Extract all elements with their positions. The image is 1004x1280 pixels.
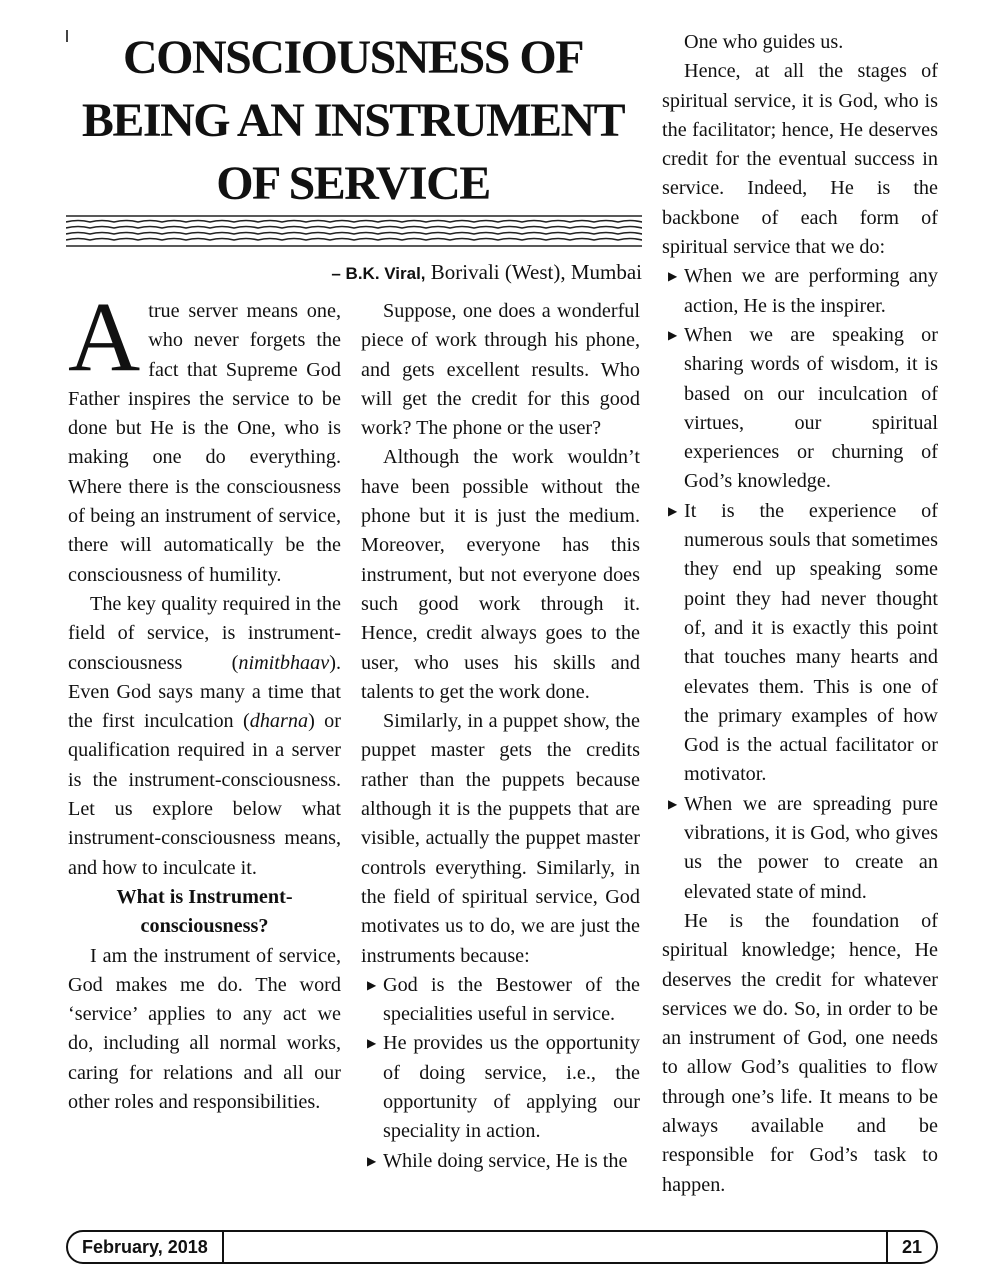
title-line-2: BEING AN INSTRUMENT xyxy=(81,94,625,147)
bullet-text: It is the experience of numerous souls that sometimes they end up speaking some point they had never thought of, and it is exactly this point that touches many hearts and elevates them. This is one of the primary examples of how God is the actual facilitator or motivator. xyxy=(684,499,938,786)
bullet-text: When we are speaking or sharing words of wisdom, it is based on our inculcation of virtues, our spiritual experiences or churning of God’s knowledge. xyxy=(684,323,938,493)
subheading: What is Instrument-consciousness? xyxy=(116,885,293,938)
byline xyxy=(66,259,642,287)
paragraph: He is the foundation of spiritual knowledge; hence, He deserves the credit for whatever services we do. So, in order to be an instrument of God, one needs to allow God’s qualities to flow through one’s life. It means to be always available and be responsible for God’s task to happen. xyxy=(662,909,938,1196)
paragraph: Although the work wouldn’t have been possible without the phone but it is just the medium. Moreover, everyone has this instrument, but not everyone does such good work through it. Hence, credit always goes to the user, who uses his skills and talents to get the work done. xyxy=(361,446,640,703)
bullet-arrow-icon: ▶ xyxy=(367,1153,377,1168)
paragraph: Similarly, in a puppet show, the puppet master gets the credits rather than the puppets because although it is the puppets that are visible, actually the puppet master controls everything. Similarly, in the field of spiritual service, God motivates us to do, we are just the instruments because: xyxy=(361,710,640,967)
bullet-arrow-icon: ▶ xyxy=(367,977,377,992)
bullet-arrow-icon: ▶ xyxy=(668,796,678,811)
column-2 xyxy=(361,297,640,1176)
bullet-item xyxy=(361,971,640,1030)
paragraph: Hence, at all the stages of spiritual service, it is God, who is the facilitator; hence, He deserves credit for the eventual success in service. Indeed, He is the backbone of each form of spiritual service that we do: xyxy=(662,60,938,259)
paragraph xyxy=(68,590,341,883)
column-1 xyxy=(68,281,341,1117)
bullet-arrow-icon: ▶ xyxy=(668,327,678,342)
bullet-item xyxy=(662,790,938,907)
paragraph: I am the instrument of service, God makes me do. The word ‘service’ applies to any act we do, including all normal works, caring for relations and all our other roles and responsibilities. xyxy=(68,944,341,1114)
title-line-1: CONSCIOUSNESS OF xyxy=(122,31,584,84)
paragraph-text: true server means one, who never forgets the fact that Supreme God Father inspires the service to be done but He is the One, who is making one do everything. Where there is the consciousness of being an instrument of service, there will automatically be the consciousness of humility. xyxy=(68,300,341,586)
author-location: Borivali (West), Mumbai xyxy=(425,260,642,284)
bullet-item xyxy=(361,1147,640,1176)
wave-line xyxy=(66,227,642,229)
bullet-text: When we are performing any action, He is the inspirer. xyxy=(684,265,938,317)
paragraph-text: The key quality required in the field of service, is instrument-consciousness ( xyxy=(68,592,341,674)
author-name: – B.K. Viral, xyxy=(331,264,426,283)
bullet-text: When we are spreading pure vibrations, it is God, who gives us the power to create an elevated state of mind. xyxy=(684,792,938,903)
title-line-3: OF SERVICE xyxy=(216,157,490,210)
bullet-text: He provides us the opportunity of doing service, i.e., the opportunity of applying our speciality in action. xyxy=(383,1032,640,1143)
bullet-arrow-icon: ▶ xyxy=(668,503,678,518)
bullet-text: God is the Bestower of the specialities useful in service. xyxy=(383,973,640,1026)
paragraph: One who guides us. xyxy=(684,31,844,53)
article-title xyxy=(62,26,644,215)
column-3 xyxy=(662,28,938,1200)
bullet-text: While doing service, He is the xyxy=(383,1149,628,1172)
paragraph xyxy=(68,281,341,590)
paragraph-text: ) or qualification required in a server is the instrument-consciousness. Let us explore below what instrument-consciousness means, and how to inculcate it. xyxy=(68,710,341,879)
issue-date: February, 2018 xyxy=(68,1232,224,1262)
bullet-arrow-icon: ▶ xyxy=(668,269,678,284)
term-dharna: dharna xyxy=(249,710,309,733)
bullet-arrow-icon: ▶ xyxy=(367,1036,377,1051)
paragraph: Suppose, one does a wonderful piece of work through his phone, and gets excellent results. Who will get the credit for this good work? The phone or the user? xyxy=(361,300,640,440)
term-nimitbhaav: nimitbhaav xyxy=(238,651,330,674)
bullet-item xyxy=(662,497,938,790)
zigzag-divider-icon xyxy=(66,206,642,254)
paragraph-text: ). Even God says many a time that the first inculcation ( xyxy=(68,651,341,733)
wave-line xyxy=(66,239,642,241)
wave-line xyxy=(66,221,642,223)
bullet-item xyxy=(361,1029,640,1146)
page-number: 21 xyxy=(886,1232,936,1262)
drop-cap: A xyxy=(68,281,141,392)
wave-line xyxy=(66,233,642,235)
bullet-item xyxy=(662,262,938,321)
page-footer xyxy=(66,1230,938,1264)
bullet-item xyxy=(662,321,938,497)
